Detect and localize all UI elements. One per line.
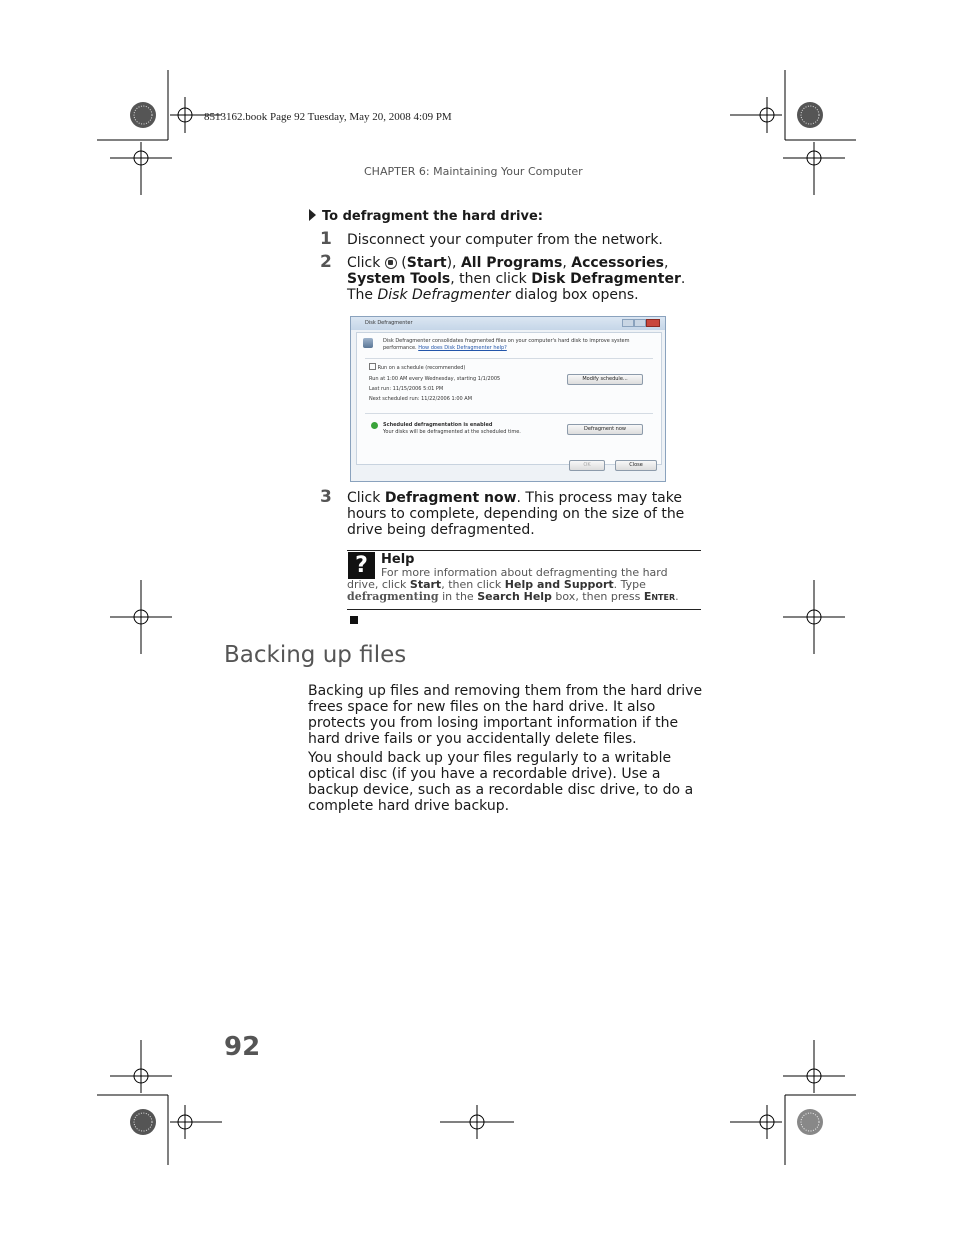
help-title: Help bbox=[381, 552, 415, 567]
page-number: 92 bbox=[224, 1032, 261, 1062]
step-number-1: 1 bbox=[320, 229, 332, 249]
crosshair-mark-right-lower bbox=[783, 1040, 845, 1093]
start-orb-icon bbox=[385, 257, 397, 269]
starburst-mark-bottom-left bbox=[130, 1109, 156, 1135]
status-title: Scheduled defragmentation is enabled bbox=[383, 422, 493, 428]
crosshair-mark-top-right bbox=[730, 97, 782, 133]
help-text: For more information about defragmenting the hard drive, click Start, then click Help and Support. Type defragmenting in the Search Help box, then press Enter. bbox=[347, 566, 679, 603]
next-run-text: Next scheduled run: 11/22/2006 1:00 AM bbox=[369, 396, 473, 402]
ok-button: OK bbox=[569, 460, 605, 471]
schedule-checkbox: Run on a schedule (recommended) bbox=[369, 363, 465, 371]
defragment-now-button: Defragment now bbox=[567, 424, 643, 435]
step-3-text: Click Defragment now. This process may take hours to complete, depending on the size of the drive being defragmented. bbox=[347, 490, 685, 538]
dialog-title-bar bbox=[351, 317, 665, 330]
triangle-bullet-icon bbox=[309, 209, 316, 221]
chapter-header: CHAPTER 6: Maintaining Your Computer bbox=[364, 165, 583, 178]
help-tip-box bbox=[347, 550, 701, 610]
modify-schedule-button: Modify schedule... bbox=[567, 374, 643, 385]
step-1-text: Disconnect your computer from the network. bbox=[347, 232, 663, 248]
paragraph-1: Backing up files and removing them from the hard drive frees space for new files on the hard drive. It also protects you from losing important information if the hard drive fails or you accidentally delete files. bbox=[308, 683, 703, 747]
checkbox-icon bbox=[369, 363, 376, 370]
section-title: Backing up files bbox=[224, 642, 407, 668]
crosshair-mark-right-upper bbox=[783, 142, 845, 195]
run-at-text: Run at 1:00 AM every Wednesday, starting 1/1/2005 bbox=[369, 376, 501, 382]
maximize-icon bbox=[634, 319, 646, 327]
close-icon bbox=[646, 319, 660, 327]
last-run-text: Last run: 11/15/2006 5:01 PM bbox=[369, 386, 444, 392]
question-mark-icon: ? bbox=[348, 552, 375, 579]
step-number-2: 2 bbox=[320, 252, 332, 272]
dialog-title: Disk Defragmenter bbox=[365, 320, 413, 326]
close-button: Close bbox=[615, 460, 657, 471]
disk-defragmenter-screenshot bbox=[350, 316, 666, 482]
crosshair-mark-right-mid bbox=[783, 580, 845, 654]
crosshair-mark-left-mid bbox=[110, 580, 172, 654]
crosshair-mark-left-lower bbox=[110, 1040, 172, 1093]
end-of-procedure-square bbox=[350, 616, 358, 624]
crosshair-mark-bottom-left bbox=[170, 1105, 222, 1139]
dialog-intro: Disk Defragmenter consolidates fragmented files on your computer's hard disk to improve system bbox=[383, 338, 630, 344]
step-number-3: 3 bbox=[320, 487, 332, 507]
minimize-icon bbox=[622, 319, 634, 327]
starburst-mark-bottom-right bbox=[797, 1109, 823, 1135]
starburst-mark-top-left bbox=[130, 102, 156, 128]
status-text: Your disks will be defragmented at the scheduled time. bbox=[383, 429, 521, 435]
dialog-intro-line-2: performance. How does Disk Defragmenter help? bbox=[383, 345, 507, 351]
procedure-heading-text: To defragment the hard drive: bbox=[322, 209, 543, 224]
defragmenter-icon bbox=[363, 338, 373, 348]
paragraph-2: You should back up your files regularly to a writable optical disc (if you have a recordable drive). Use a backup device, such as a recordable disc drive, to do a complete hard drive backup. bbox=[308, 750, 694, 814]
help-link: How does Disk Defragmenter help? bbox=[418, 345, 507, 351]
crosshair-mark-left-upper bbox=[110, 142, 172, 195]
dialog-body bbox=[356, 332, 662, 465]
procedure-heading bbox=[309, 209, 543, 224]
step-2-text: Click (Start), All Programs, Accessories, System Tools, then click Disk Defragmenter. The Disk Defragmenter dialog box opens. bbox=[347, 255, 686, 303]
crosshair-mark-bottom-center bbox=[440, 1105, 514, 1139]
book-header: 8513162.book Page 92 Tuesday, May 20, 2008 4:09 PM bbox=[204, 111, 452, 123]
crosshair-mark-bottom-right bbox=[730, 1105, 782, 1139]
window-controls bbox=[622, 319, 662, 327]
starburst-mark-top-right bbox=[797, 102, 823, 128]
green-checkmark-icon bbox=[371, 422, 378, 429]
